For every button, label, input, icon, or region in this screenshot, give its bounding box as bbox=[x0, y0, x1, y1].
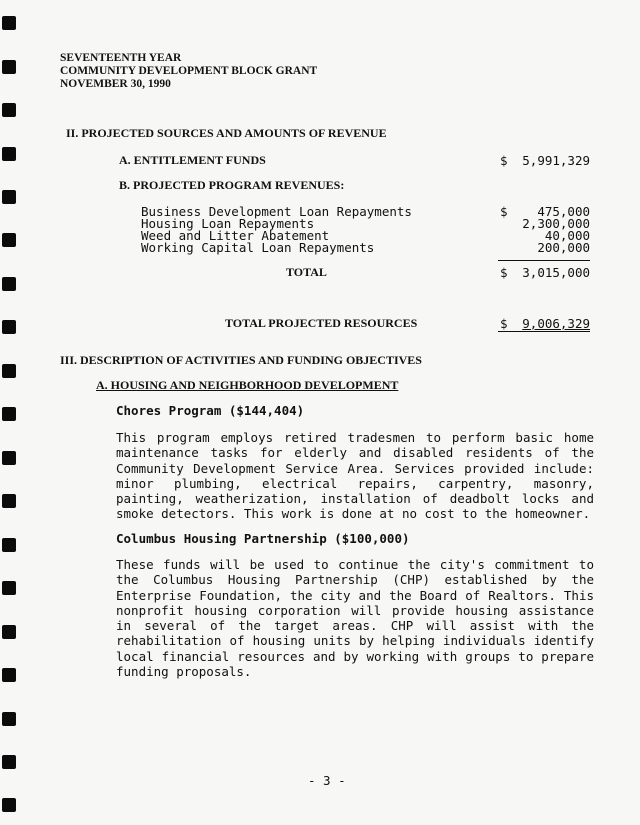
section-3-title: III. DESCRIPTION OF ACTIVITIES AND FUNDING OBJECTIVES bbox=[60, 353, 422, 367]
program-revenues-title: B. PROJECTED PROGRAM REVENUES: bbox=[119, 178, 345, 192]
chores-program-title: Chores Program ($144,404) bbox=[116, 403, 305, 418]
list-item-amount: 200,000 bbox=[537, 240, 590, 255]
chp-title: Columbus Housing Partnership ($100,000) bbox=[116, 531, 410, 546]
chp-text: These funds will be used to continue the city's commitment to the Columbus Housing Partnership (CHP) established by the Enterprise Foundation, the city and the Board of Realtors. This nonprofit housing corporation will provide housing assistance in several of the target areas. CHP will assist with the rehabilitation of housing units by helping individuals identify local financial resources and by working with groups to prepare funding proposals. bbox=[116, 557, 594, 680]
grand-total-label: TOTAL PROJECTED RESOURCES bbox=[225, 316, 418, 330]
list-item-currency: $ bbox=[500, 204, 508, 219]
grand-total-double-rule bbox=[498, 331, 590, 332]
section-2-title: II. PROJECTED SOURCES AND AMOUNTS OF REVENUE bbox=[66, 126, 387, 140]
header-line-3: NOVEMBER 30, 1990 bbox=[60, 78, 171, 90]
list-item-label: Business Development Loan Repayments bbox=[141, 204, 412, 219]
page-number: - 3 - bbox=[308, 773, 346, 788]
list-item-amount: 2,300,000 bbox=[522, 216, 590, 231]
total-label: TOTAL bbox=[286, 265, 327, 279]
grand-total-currency: $ bbox=[500, 316, 508, 331]
header-line-1: SEVENTEENTH YEAR bbox=[60, 52, 182, 64]
total-currency: $ bbox=[500, 265, 508, 280]
entitlement-amount: 5,991,329 bbox=[522, 153, 590, 168]
list-item-label: Housing Loan Repayments bbox=[141, 216, 315, 231]
list-item-amount: 475,000 bbox=[537, 204, 590, 219]
list-item-label: Working Capital Loan Repayments bbox=[141, 240, 375, 255]
grand-total-amount: 9,006,329 bbox=[522, 316, 590, 331]
chores-program-text: This program employs retired tradesmen to perform basic home maintenance tasks for elderly and disabled residents of the Community Development Service Area. Services provided include: minor plumbing, electrical repairs, carpentry, masonry, painting, weatherization, installation of deadbolt locks and smoke detectors. This work is done at no cost to the homeowner. bbox=[116, 430, 594, 522]
entitlement-label bbox=[119, 153, 266, 168]
entitlement-currency: $ bbox=[500, 153, 508, 168]
list-item-label: Weed and Litter Abatement bbox=[141, 228, 330, 243]
spiral-binding bbox=[0, 0, 22, 825]
header-line-2: COMMUNITY DEVELOPMENT BLOCK GRANT bbox=[60, 65, 318, 77]
total-amount: 3,015,000 bbox=[522, 265, 590, 280]
subtotal-rule bbox=[498, 260, 590, 261]
entitlement-label-text: A. ENTITLEMENT FUNDS bbox=[119, 153, 266, 167]
subsection-title: A. HOUSING AND NEIGHBORHOOD DEVELOPMENT bbox=[96, 378, 399, 392]
list-item-amount: 40,000 bbox=[544, 228, 590, 243]
